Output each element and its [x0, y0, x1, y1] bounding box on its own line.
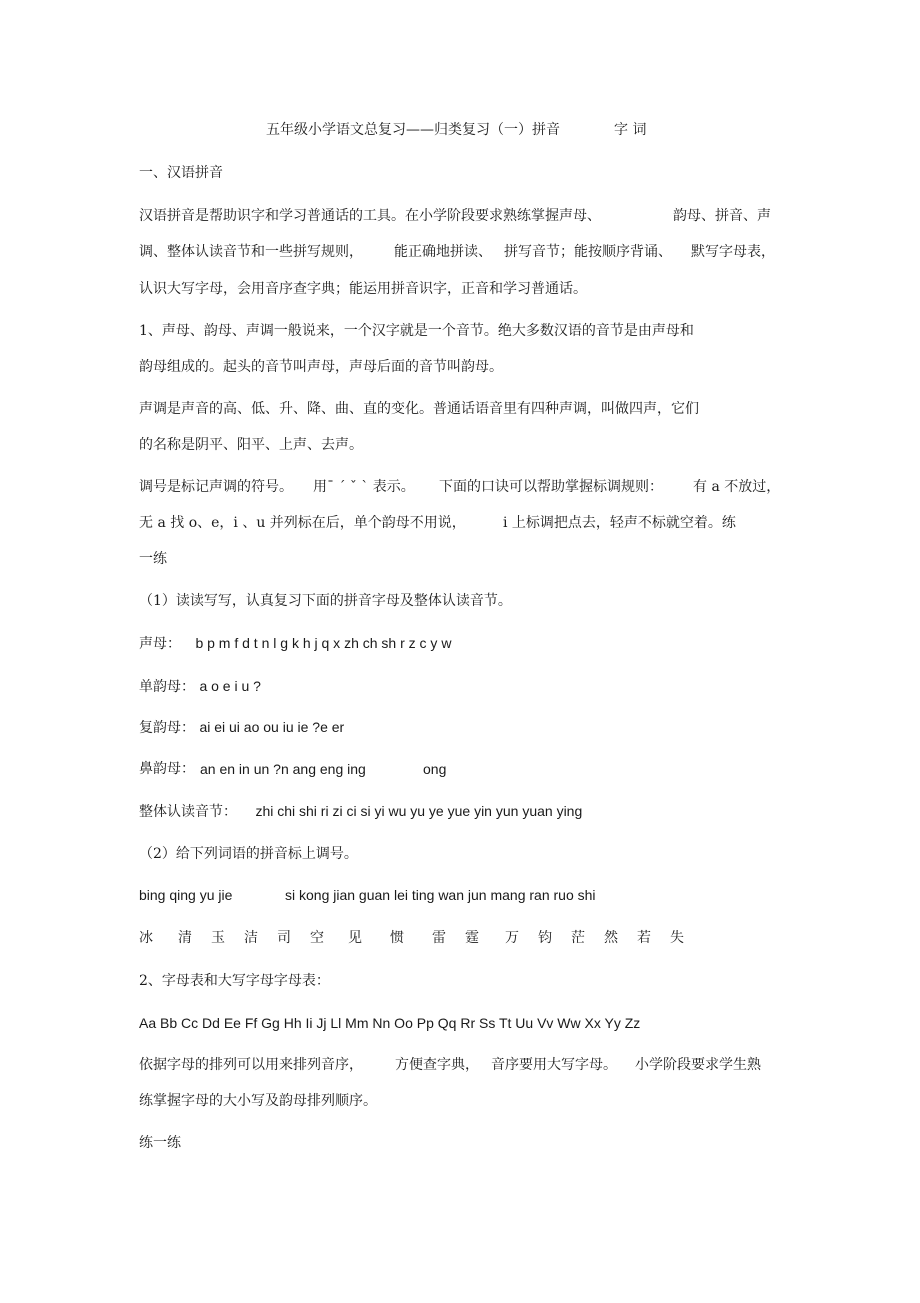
para2-line-1: 声调是声音的高、低、升、降、曲、直的变化。普通话语音里有四种声调，叫做四声，它们	[139, 401, 699, 417]
para5-1d: 小学阶段要求学生熟	[635, 1057, 761, 1073]
danyunmu-value: a o e i u ?	[199, 678, 261, 694]
biyunmu-value: an en in un ?n ang eng ing	[200, 761, 366, 777]
intro-2a: 调、整体认读音节和一些拼写规则，	[139, 244, 363, 260]
intro-1a: 汉语拼音是帮助识字和学习普通话的工具。在小学阶段要求熟练掌握声母、	[139, 208, 601, 224]
hanzi-char: 万	[505, 930, 519, 946]
hanzi-char: 若	[637, 930, 651, 946]
biyunmu-value-ong: ong	[423, 761, 447, 777]
para3-2b: i 上标调把点去，轻声不标就空着。练	[503, 515, 736, 531]
hanzi-char: 玉	[211, 930, 225, 946]
section-heading-pinyin: 一、汉语拼音	[139, 165, 223, 181]
intro-1b: 韵母、拼音、声	[673, 208, 771, 224]
exercise-2-heading: （2）给下列词语的拼音标上调号。	[139, 846, 358, 862]
para1-line-1: 1、声母、韵母、声调一般说来，一个汉字就是一个音节。绝大多数汉语的音节是由声母和	[139, 323, 694, 339]
shengmu-label: 声母：	[139, 636, 181, 652]
intro-2b: 能正确地拼读、	[394, 244, 492, 260]
title-main: 五年级小学语文总复习——归类复习（一）拼音	[266, 122, 560, 138]
hanzi-char: 洁	[244, 930, 258, 946]
hanzi-char: 冰	[139, 930, 153, 946]
para5-1b: 方便查字典，	[395, 1057, 479, 1073]
zhengti-value: zhi chi shi ri zi ci si yi wu yu ye yue yin yun yuan ying	[255, 803, 583, 819]
hanzi-char: 雷	[432, 930, 446, 946]
para3-1a: 调号是标记声调的符号。	[139, 479, 293, 495]
title-suffix: 字 词	[614, 122, 647, 138]
hanzi-char: 空	[310, 930, 324, 946]
hanzi-char: 惯	[390, 930, 404, 946]
para3-1b: 用ˉ ˊ ˇ ˋ 表示。	[313, 479, 415, 495]
para3-1c: 下面的口诀可以帮助掌握标调规则：	[439, 479, 663, 495]
biyunmu-label: 鼻韵母：	[139, 761, 195, 777]
hanzi-char: 见	[348, 930, 362, 946]
para3-1d: 有 a 不放过，	[693, 479, 781, 495]
intro-2c: 拼写音节；能按顺序背诵、	[504, 244, 672, 260]
hanzi-char: 司	[277, 930, 291, 946]
fuyunmu-label: 复韵母：	[139, 720, 195, 736]
intro-line-3: 认识大写字母，会用音序查字典；能运用拼音识字，正音和学习普通话。	[139, 281, 587, 297]
danyunmu-label: 单韵母：	[139, 679, 195, 695]
fuyunmu-value: ai ei ui ao ou iu ie ?e er	[199, 719, 345, 735]
para2-line-2: 的名称是阴平、阳平、上声、去声。	[139, 437, 363, 453]
zhengti-label: 整体认读音节：	[139, 804, 237, 820]
para5-line-2: 练掌握字母的大小写及韵母排列顺序。	[139, 1093, 377, 1109]
fuyunmu-row	[139, 718, 344, 737]
hanzi-char: 然	[604, 930, 618, 946]
pinyin-word-1: bing qing yu jie	[139, 887, 233, 903]
alphabet-row: Aa Bb Cc Dd Ee Ff Gg Hh Ii Jj Ll Mm Nn Oo Pp Qq Rr Ss Tt Uu Vv Ww Xx Yy Zz	[139, 1015, 641, 1031]
hanzi-char: 失	[670, 930, 684, 946]
pinyin-words-rest: si kong jian guan lei ting wan jun mang ran ruo shi	[285, 887, 596, 903]
section-2-heading: 2、字母表和大写字母字母表：	[139, 973, 330, 989]
para1-line-2: 韵母组成的。起头的音节叫声母，声母后面的音节叫韵母。	[139, 359, 503, 375]
intro-2d: 默写字母表，	[691, 244, 775, 260]
para3-line-3: 一练	[139, 551, 167, 567]
zhengti-row	[139, 802, 582, 821]
para5-1a: 依据字母的排列可以用来排列音序，	[139, 1057, 363, 1073]
shengmu-value: b p m f d t n l g k h j q x zh ch sh r z c y w	[195, 635, 452, 651]
exercise-1-heading: （1）读读写写，认真复习下面的拼音字母及整体认读音节。	[139, 593, 512, 609]
hanzi-char: 清	[178, 930, 192, 946]
hanzi-char: 茫	[571, 930, 585, 946]
para3-2a: 无 a 找 o、e，i 、u 并列标在后，单个韵母不用说，	[139, 515, 466, 531]
hanzi-char: 霆	[465, 930, 479, 946]
para5-1c: 音序要用大写字母。	[491, 1057, 617, 1073]
hanzi-char: 钧	[538, 930, 552, 946]
shengmu-row	[139, 634, 451, 653]
danyunmu-row	[139, 677, 261, 696]
practice-heading: 练一练	[139, 1135, 181, 1151]
